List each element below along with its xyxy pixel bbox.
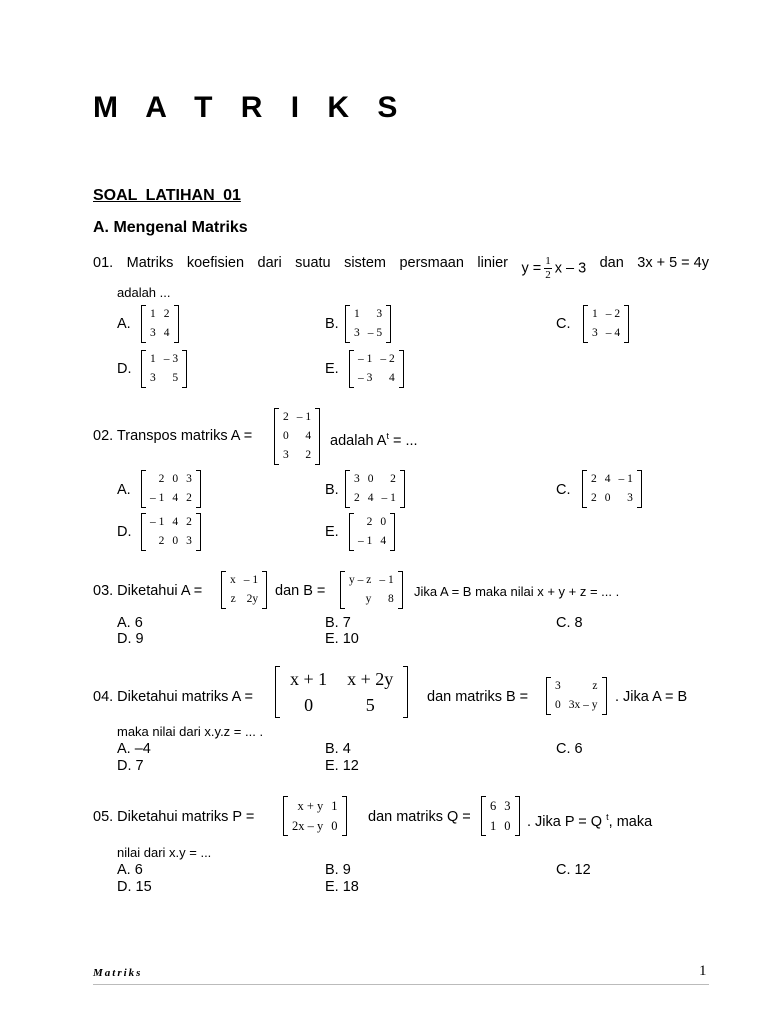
document-title: M A T R I K S <box>93 91 408 124</box>
matrix-entry: 3 <box>354 473 360 485</box>
q1-option-a-matrix <box>141 305 179 343</box>
matrix-entry: 4 <box>172 516 179 528</box>
matrix-entry: 8 <box>387 593 394 605</box>
q2-option-d-label: D. <box>117 524 132 540</box>
matrix-entry: 0 <box>604 492 611 504</box>
matrix-entry: 4 <box>367 492 374 504</box>
q2-option-a-label: A. <box>117 482 131 498</box>
question-01-text <box>93 255 709 282</box>
q2-option-c-label: C. <box>556 482 571 498</box>
matrix-row <box>354 513 390 532</box>
matrix-entry: x + 2y <box>347 669 394 689</box>
matrix-row <box>280 692 403 718</box>
q1-word: koefisien <box>186 255 245 271</box>
q2-suffix-text: adalah A <box>330 432 387 449</box>
matrix-row <box>279 408 315 427</box>
matrix-entry: 3 <box>592 327 598 339</box>
q5-suffix-end: , maka <box>608 813 653 830</box>
matrix-bracket-right <box>602 677 607 715</box>
matrix-row <box>146 513 196 532</box>
q3-option-a: A. 6 <box>117 615 143 631</box>
matrix-bracket-right <box>400 470 405 508</box>
matrix-row <box>279 427 315 446</box>
q1-word: dan <box>599 255 624 271</box>
subsection-heading: A. Mengenal Matriks <box>93 219 248 236</box>
matrix-row <box>280 666 403 692</box>
matrix-bracket-right <box>315 408 320 465</box>
matrix-entry: x + 1 <box>290 669 328 689</box>
matrix-entry: – 1 <box>379 574 394 586</box>
matrix-entry: 4 <box>389 372 395 384</box>
matrix-entry: z <box>592 680 598 692</box>
matrix-bracket-right <box>386 305 391 343</box>
matrix-bracket-right <box>196 470 201 508</box>
matrix-entry: 0 <box>172 473 179 485</box>
matrix-entry: – 1 <box>243 574 259 586</box>
matrix-entry: 1 <box>150 353 156 365</box>
q2-option-d-matrix <box>141 513 201 551</box>
section-heading: SOAL LATIHAN 01 <box>93 187 241 204</box>
matrix-row <box>354 350 399 369</box>
matrix-grid <box>146 305 174 343</box>
matrix-grid <box>588 305 624 343</box>
matrix-row <box>350 470 400 489</box>
q1-word: linier <box>477 255 508 271</box>
q2-option-e-matrix <box>349 513 395 551</box>
matrix-entry: 2 <box>163 308 170 320</box>
q1-word: sistem <box>344 255 386 271</box>
matrix-grid <box>354 350 399 388</box>
matrix-row <box>354 532 390 551</box>
matrix-entry: – 1 <box>381 492 396 504</box>
matrix-entry: 0 <box>555 699 561 711</box>
matrix-entry: 3 <box>283 449 289 461</box>
matrix-entry: z <box>230 593 236 605</box>
q5-superscript: t <box>606 812 609 822</box>
matrix-entry: 2 <box>283 411 289 423</box>
q5-suffix <box>527 809 652 831</box>
matrix-bracket-right <box>174 305 179 343</box>
q4-option-e: E. 12 <box>325 758 359 774</box>
matrix-entry: 4 <box>172 492 179 504</box>
matrix-entry: 2y <box>246 593 259 605</box>
matrix-row <box>279 446 315 465</box>
matrix-entry: 2 <box>305 449 312 461</box>
q4-matrix-b <box>546 677 607 715</box>
fraction-denominator: 2 <box>545 269 551 281</box>
matrix-grid <box>288 796 342 836</box>
matrix-entry: 2 <box>186 492 192 504</box>
matrix-entry: 2 <box>186 516 192 528</box>
q1-option-d-matrix <box>141 350 187 388</box>
matrix-entry: 0 <box>283 430 289 442</box>
matrix-entry: 3 <box>627 492 633 504</box>
matrix-entry: 5 <box>365 695 375 715</box>
matrix-row <box>587 470 637 489</box>
matrix-grid <box>486 796 515 836</box>
matrix-entry: 0 <box>504 819 511 833</box>
q1-equation-2: 3x + 5 = 4y <box>637 255 709 271</box>
matrix-row <box>146 305 174 324</box>
q1-option-b-label: B. <box>325 316 339 332</box>
q5-option-b: B. 9 <box>325 862 351 878</box>
matrix-bracket-right <box>182 350 187 388</box>
q4-line2: maka nilai dari x.y.z = ... . <box>117 724 264 739</box>
q1-word: Matriks <box>126 255 174 271</box>
footer-title: Matriks <box>93 967 143 979</box>
footer-rule <box>93 984 709 985</box>
q4-option-b: B. 4 <box>325 741 351 757</box>
q1-fraction <box>544 255 552 282</box>
matrix-entry: 0 <box>367 473 374 485</box>
matrix-entry: y <box>365 593 372 605</box>
matrix-entry: 0 <box>172 535 179 547</box>
matrix-entry: 2 <box>591 473 597 485</box>
matrix-row <box>226 571 262 590</box>
matrix-row <box>354 369 399 388</box>
matrix-row <box>486 816 515 836</box>
q3-option-e: E. 10 <box>325 631 359 647</box>
matrix-entry: – 3 <box>358 372 373 384</box>
matrix-grid <box>279 408 315 465</box>
matrix-entry: 0 <box>380 516 387 528</box>
q1-option-e-matrix <box>349 350 404 388</box>
matrix-row <box>146 532 196 551</box>
matrix-row <box>146 350 182 369</box>
matrix-entry: 2 <box>390 473 396 485</box>
q1-option-c-label: C. <box>556 316 571 332</box>
matrix-entry: 2 <box>158 473 165 485</box>
q1-option-d-label: D. <box>117 361 132 377</box>
q2-suffix-end: = ... <box>393 432 418 449</box>
matrix-entry: 1 <box>354 308 360 320</box>
matrix-entry: 4 <box>380 535 387 547</box>
matrix-row <box>146 470 196 489</box>
matrix-bracket-right <box>196 513 201 551</box>
q4-prefix: 04. Diketahui matriks A = <box>93 689 253 705</box>
matrix-entry: 4 <box>163 327 170 339</box>
q3-option-d: D. 9 <box>117 631 144 647</box>
matrix-grid <box>350 305 386 343</box>
q5-prefix: 05. Diketahui matriks P = <box>93 809 255 825</box>
matrix-entry: – 1 <box>296 411 312 423</box>
matrix-entry: 4 <box>604 473 611 485</box>
q1-option-b-matrix <box>345 305 391 343</box>
q5-line2: nilai dari x.y = ... <box>117 845 212 860</box>
q2-matrix <box>274 408 320 465</box>
matrix-entry: 1 <box>331 799 338 813</box>
q4-mid: dan matriks B = <box>427 689 529 705</box>
matrix-entry: 3 <box>504 799 511 813</box>
matrix-row <box>146 324 174 343</box>
q3-matrix-a <box>221 571 267 609</box>
page-number: 1 <box>699 963 707 979</box>
q5-matrix-p <box>283 796 347 836</box>
matrix-row <box>288 796 342 816</box>
q3-matrix-b <box>340 571 403 609</box>
q1-line2: adalah ... <box>117 285 171 300</box>
matrix-bracket-right <box>398 571 403 609</box>
q3-prefix: 03. Diketahui A = <box>93 583 203 599</box>
q1-option-a-label: A. <box>117 316 131 332</box>
matrix-row <box>551 696 602 715</box>
matrix-entry: – 1 <box>150 516 165 528</box>
matrix-entry: x + y <box>297 799 324 813</box>
matrix-grid <box>551 677 602 715</box>
q5-option-e: E. 18 <box>325 879 359 895</box>
matrix-row <box>350 324 386 343</box>
q2-suffix <box>330 428 418 450</box>
matrix-grid <box>146 513 196 551</box>
matrix-bracket-right <box>390 513 395 551</box>
matrix-entry: – 2 <box>380 353 395 365</box>
q3-mid: dan B = <box>275 583 326 599</box>
matrix-row <box>588 305 624 324</box>
matrix-entry: 3 <box>186 535 192 547</box>
q2-prefix: 02. Transpos matriks A = <box>93 428 253 444</box>
matrix-entry: 1 <box>150 308 156 320</box>
q1-eq-lhs: y = <box>521 260 542 277</box>
q5-suffix-text: . Jika P = Q <box>527 813 603 830</box>
matrix-entry: 2 <box>158 535 165 547</box>
q2-option-b-matrix <box>345 470 405 508</box>
q1-word: persmaan <box>399 255 464 271</box>
matrix-entry: 4 <box>305 430 312 442</box>
matrix-entry: – 1 <box>358 353 373 365</box>
matrix-grid <box>280 666 403 718</box>
matrix-row <box>350 305 386 324</box>
matrix-row <box>226 590 262 609</box>
q1-word: dari <box>257 255 282 271</box>
q3-option-b: B. 7 <box>325 615 351 631</box>
matrix-entry: 3 <box>186 473 192 485</box>
matrix-grid <box>146 470 196 508</box>
matrix-bracket-right <box>262 571 267 609</box>
matrix-entry: 1 <box>592 308 598 320</box>
matrix-entry: – 4 <box>605 327 621 339</box>
matrix-entry: – 3 <box>163 353 179 365</box>
matrix-grid <box>345 571 398 609</box>
matrix-entry: 3 <box>150 372 156 384</box>
q5-option-a: A. 6 <box>117 862 143 878</box>
q2-option-c-matrix <box>582 470 642 508</box>
matrix-grid <box>146 350 182 388</box>
matrix-grid <box>350 470 400 508</box>
q1-word: suatu <box>295 255 331 271</box>
matrix-entry: 0 <box>331 819 338 833</box>
matrix-entry: – 1 <box>618 473 633 485</box>
matrix-row <box>350 489 400 508</box>
matrix-grid <box>587 470 637 508</box>
matrix-entry: 2 <box>354 492 360 504</box>
q4-suffix: . Jika A = B <box>615 689 688 705</box>
matrix-entry: 3 <box>376 308 383 320</box>
matrix-row <box>587 489 637 508</box>
q3-suffix: Jika A = B maka nilai x + y + z = ... . <box>414 584 620 599</box>
matrix-entry: 5 <box>172 372 179 384</box>
matrix-entry: 2 <box>366 516 373 528</box>
matrix-grid <box>354 513 390 551</box>
q1-eq-rhs: x – 3 <box>554 260 587 277</box>
q2-option-a-matrix <box>141 470 201 508</box>
q4-option-d: D. 7 <box>117 758 144 774</box>
matrix-entry: 3x – y <box>568 699 598 711</box>
matrix-row <box>486 796 515 816</box>
matrix-row <box>146 369 182 388</box>
q2-option-e-label: E. <box>325 524 339 540</box>
matrix-entry: 3 <box>150 327 156 339</box>
q2-superscript: t <box>386 431 389 441</box>
q4-option-a: A. –4 <box>117 741 151 757</box>
matrix-row <box>345 571 398 590</box>
matrix-grid <box>226 571 262 609</box>
matrix-bracket-right <box>342 796 347 836</box>
matrix-bracket-right <box>515 796 520 836</box>
matrix-row <box>588 324 624 343</box>
matrix-entry: – 1 <box>150 492 165 504</box>
q5-mid: dan matriks Q = <box>368 809 471 825</box>
matrix-entry: 2x – y <box>292 819 324 833</box>
q5-matrix-q <box>481 796 520 836</box>
matrix-row <box>146 489 196 508</box>
matrix-entry: 2 <box>591 492 597 504</box>
matrix-row <box>288 816 342 836</box>
q2-option-b-label: B. <box>325 482 339 498</box>
q1-option-e-label: E. <box>325 361 339 377</box>
matrix-entry: x <box>230 574 236 586</box>
q1-number: 01. <box>93 255 114 271</box>
q4-matrix-a <box>275 666 408 718</box>
matrix-bracket-right <box>399 350 404 388</box>
matrix-bracket-right <box>637 470 642 508</box>
fraction-numerator: 1 <box>545 255 551 267</box>
matrix-row <box>345 590 398 609</box>
q1-option-c-matrix <box>583 305 629 343</box>
q4-option-c: C. 6 <box>556 741 583 757</box>
matrix-entry: 3 <box>555 680 561 692</box>
matrix-entry: y – z <box>349 574 372 586</box>
q5-option-c: C. 12 <box>556 862 591 878</box>
matrix-bracket-right <box>403 666 408 718</box>
matrix-entry: 0 <box>304 695 314 715</box>
matrix-bracket-right <box>624 305 629 343</box>
matrix-entry: 6 <box>490 799 497 813</box>
matrix-entry: 3 <box>354 327 360 339</box>
matrix-entry: – 2 <box>605 308 621 320</box>
matrix-row <box>551 677 602 696</box>
matrix-entry: 1 <box>490 819 497 833</box>
matrix-entry: – 1 <box>358 535 373 547</box>
matrix-entry: – 5 <box>367 327 383 339</box>
q1-equation <box>521 255 586 282</box>
q5-option-d: D. 15 <box>117 879 152 895</box>
q3-option-c: C. 8 <box>556 615 583 631</box>
